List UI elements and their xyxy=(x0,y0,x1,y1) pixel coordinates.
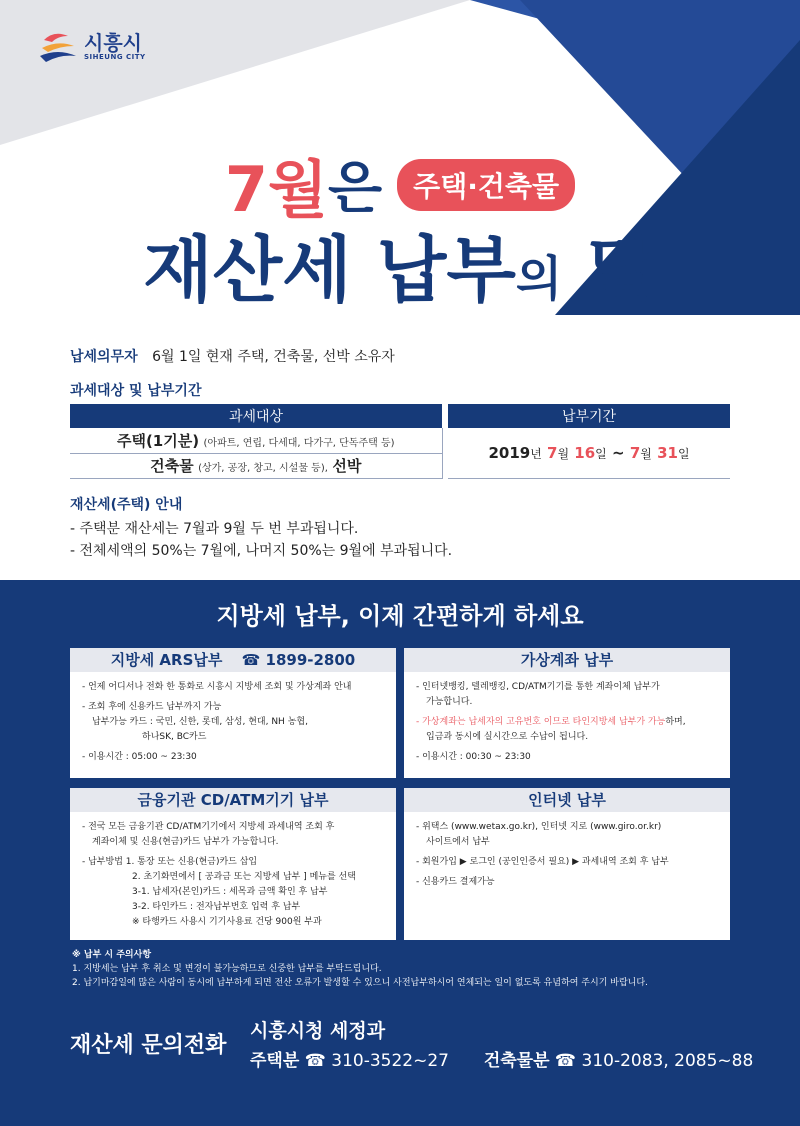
ars-line: - 조회 후에 신용카드 납부까지 가능 xyxy=(82,702,222,712)
obligor-label: 납세의무자 xyxy=(70,349,138,365)
ars-payment-box xyxy=(70,648,396,778)
note-line: 2. 납기마감일에 많은 사람이 동시에 납부하게 되면 전산 오류가 발생할 수 있으니 사전납부하시어 연체되는 일이 없도록 유념하여 주시기 바랍니다. xyxy=(72,978,648,988)
virtual-line: 하며, xyxy=(665,717,686,727)
ars-line: 납부가능 카드 : 국민, 신한, 롯데, 삼성, 현대, NH 농협, xyxy=(92,717,308,727)
payment-section-title: 지방세 납부, 이제 간편하게 하세요 xyxy=(216,602,584,630)
headline-connector: 의 xyxy=(515,251,563,307)
virtual-line: 가능합니다. xyxy=(426,697,473,707)
notes-heading: ※ 납부 시 주의사항 xyxy=(72,950,152,960)
atm-box-header: 금융기관 CD/ATM기기 납부 xyxy=(70,788,396,812)
internet-line: - 신용카드 결제가능 xyxy=(416,877,495,887)
atm-line: 3-2. 타인카드 : 전자납부번호 입력 후 납부 xyxy=(132,902,301,912)
guide-line-2: - 전체세액의 50%는 7월에, 나머지 50%는 9월에 부과됩니다. xyxy=(70,543,453,559)
col-period-header: 납부기간 xyxy=(448,404,730,428)
ars-title: 지방세 ARS납부 xyxy=(110,651,223,669)
target-label: 과세대상 및 납부기간 xyxy=(70,383,202,399)
house-label: 주택분 xyxy=(250,1051,300,1071)
col-target-header: 과세대상 xyxy=(70,404,442,428)
payment-notes xyxy=(72,948,752,990)
atm-line: - 납부방법 1. 통장 또는 신용(현금)카드 삽입 xyxy=(82,857,258,867)
tax-target-table xyxy=(70,404,730,479)
internet-payment-box xyxy=(404,788,730,940)
atm-line: 계좌이체 및 신용(현금)카드 납부가 가능합니다. xyxy=(92,837,279,847)
city-logo xyxy=(38,30,146,64)
ars-box-header xyxy=(70,648,396,672)
building-label: 건축물분 xyxy=(483,1051,550,1071)
virtual-box-header: 가상계좌 납부 xyxy=(404,648,730,672)
row2-target: 건축물 (상가, 공장, 창고, 시설물 등), 선박 xyxy=(70,453,442,478)
headline-line-2 xyxy=(0,212,800,316)
tax-obligor-row xyxy=(70,346,730,366)
headline-badge: 주택·건축물 xyxy=(397,159,575,211)
internet-box-header: 인터넷 납부 xyxy=(404,788,730,812)
atm-line: ※ 타행카드 사용시 기기사용료 건당 900원 부과 xyxy=(132,917,322,927)
property-tax-guide xyxy=(70,494,730,562)
virtual-line: - 이용시간 : 00:30 ~ 23:30 xyxy=(416,752,531,762)
atm-line: 2. 초기화면에서 [ 공과금 또는 지방세 납부 ] 메뉴를 선택 xyxy=(132,872,356,882)
siheung-logo-icon xyxy=(38,30,78,64)
obligor-value: 6월 1일 현재 주택, 건축물, 선박 소유자 xyxy=(152,349,395,365)
ars-line: - 이용시간 : 05:00 ~ 23:30 xyxy=(82,752,197,762)
building-phone: ☎ 310-2083, 2085~88 xyxy=(554,1051,754,1071)
note-line: 1. 지방세는 납부 후 취소 및 변경이 불가능하므로 신중한 납부를 부탁드립니다. xyxy=(72,964,382,974)
atm-payment-box xyxy=(70,788,396,940)
contact-department: 시흥시청 세정과 xyxy=(250,1020,386,1042)
ars-line: - 언제 어디서나 전화 한 통화로 시흥시 지방세 조회 및 가상계좌 안내 xyxy=(82,682,352,692)
virtual-line-highlight: - 가상계좌는 납세자의 고유번호 이므로 타인지방세 납부가 가능 xyxy=(416,717,666,727)
row1-target: 주택(1기분) (아파트, 연립, 다세대, 다가구, 단독주택 등) xyxy=(70,428,442,453)
contact-phones xyxy=(250,1046,753,1071)
house-phone: ☎ 310-3522~27 xyxy=(304,1051,449,1071)
virtual-line: - 인터넷뱅킹, 텔레뱅킹, CD/ATM기기를 통한 계좌이체 납부가 xyxy=(416,682,660,692)
internet-line: - 회원가입 ▶ 로그인 (공인인증서 필요) ▶ 과세내역 조회 후 납부 xyxy=(416,857,669,867)
headline-main: 재산세 납부 xyxy=(143,228,516,312)
virtual-line: 입금과 동시에 실시간으로 수납이 됩니다. xyxy=(426,732,589,742)
atm-line: - 전국 모든 금융기관 CD/ATM기기에서 지방세 과세내역 조회 후 xyxy=(82,822,335,832)
tax-target-heading xyxy=(70,380,730,400)
table-row xyxy=(70,428,730,453)
guide-line-1: - 주택분 재산세는 7월과 9월 두 번 부과됩니다. xyxy=(70,521,359,537)
ars-line: 하나SK, BC카드 xyxy=(142,732,207,742)
period-value: 2019년 7월 16일 ~ 7월 31일 xyxy=(448,428,730,478)
headline-particle: 은 xyxy=(327,156,383,222)
guide-label: 재산세(주택) 안내 xyxy=(70,497,183,513)
atm-line: 3-1. 납세자(본인)카드 : 세목과 금액 확인 후 납부 xyxy=(132,887,328,897)
internet-line: - 위택스 (www.wetax.go.kr), 인터넷 지로 (www.giro.or.kr) xyxy=(416,822,662,832)
headline-month: 7월 xyxy=(224,153,328,226)
internet-line: 사이트에서 납부 xyxy=(426,837,490,847)
contact-title: 재산세 문의전화 xyxy=(70,1033,227,1058)
logo-name-korean: 시흥시 xyxy=(84,31,142,55)
logo-name-english: SIHEUNG CITY xyxy=(84,53,146,61)
headline-end: 달 xyxy=(562,228,657,312)
virtual-account-box xyxy=(404,648,730,778)
ars-phone: ☎ 1899-2800 xyxy=(241,651,356,669)
